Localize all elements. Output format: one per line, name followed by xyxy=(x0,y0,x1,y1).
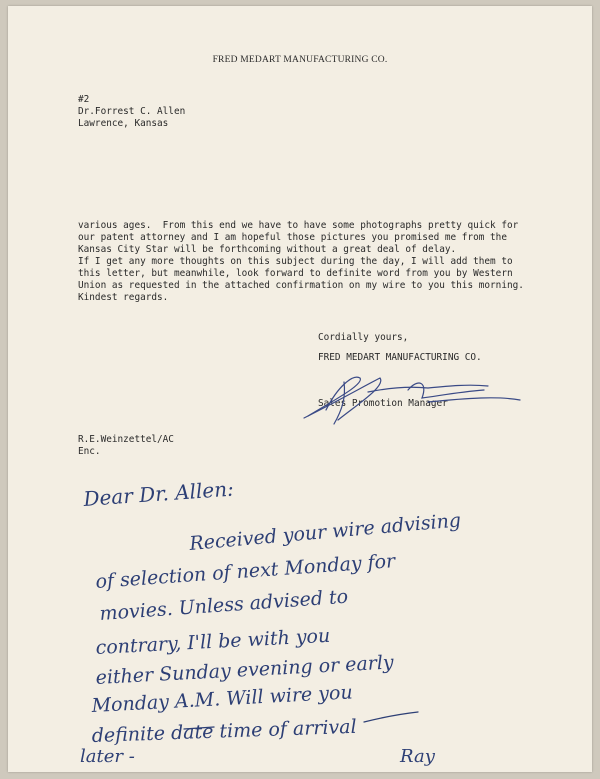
handwritten-note xyxy=(8,6,592,772)
note-line: either Sunday evening or early xyxy=(95,651,395,689)
note-line: contrary, I'll be with you xyxy=(95,624,331,659)
note-line: of selection of next Monday for xyxy=(94,550,396,593)
body-line: Kindest regards. xyxy=(78,292,169,303)
recipient-name: Dr.Forrest C. Allen xyxy=(78,106,186,117)
letter-page xyxy=(8,6,592,772)
note-line: Monday A.M. Will wire you xyxy=(91,681,354,717)
reference-initials: R.E.Weinzettel/AC xyxy=(78,434,174,445)
signer-title: Sales Promotion Manager xyxy=(318,398,448,409)
body-line: our patent attorney and I am hopeful those pictures you promised me from the xyxy=(78,232,507,243)
note-line: Received your wire advising xyxy=(188,509,462,555)
company-signature: FRED MEDART MANUFACTURING CO. xyxy=(318,352,482,363)
signature-flourish xyxy=(364,712,418,722)
recipient-location: Lawrence, Kansas xyxy=(78,118,169,129)
body-line: Union as requested in the attached confirmation on my wire to you this morning. xyxy=(78,280,524,291)
enclosure: Enc. xyxy=(78,446,101,457)
body-line: Kansas City Star will be forthcoming without a great deal of delay. xyxy=(78,244,457,255)
body-line: various ages. From this end we have to have some photographs pretty quick for xyxy=(78,220,519,231)
note-signature: Ray xyxy=(400,746,435,767)
page-number: #2 xyxy=(78,94,90,105)
closing: Cordially yours, xyxy=(318,332,409,343)
letterhead: FRED MEDART MANUFACTURING CO. xyxy=(212,55,388,65)
body-line: this letter, but meanwhile, look forward to definite word from you by Western xyxy=(78,268,513,279)
note-line: movies. Unless advised to xyxy=(98,585,349,625)
body-line: If I get any more thoughts on this subject during the day, I will add them to xyxy=(78,256,513,267)
note-line: definite date time of arrival xyxy=(91,715,357,747)
note-salutation: Dear Dr. Allen: xyxy=(82,476,235,511)
note-line: later - xyxy=(80,746,135,767)
